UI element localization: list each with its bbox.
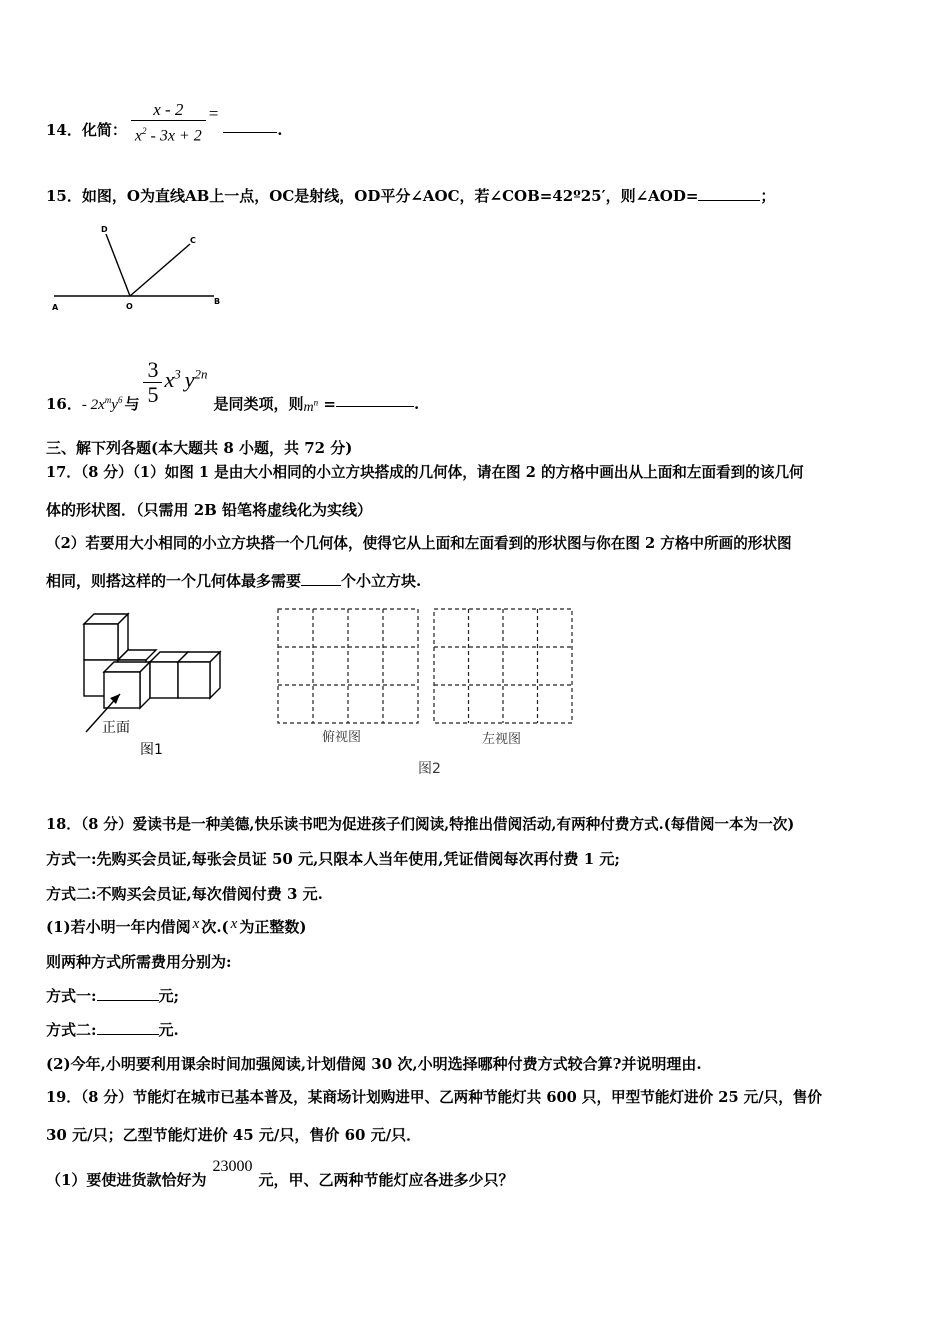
label-d: D: [101, 225, 108, 234]
q14-label: 14．化简：: [46, 121, 127, 140]
q19-line2: 30 元/只；乙型节能灯进价 45 元/只，售价 60 元/只．: [46, 1126, 422, 1144]
q16-mn-n: n: [313, 396, 319, 407]
cube-r1-front: [150, 662, 178, 698]
fig1-caption: 图1: [140, 742, 163, 758]
q16-term2: [164, 367, 207, 392]
label-b: B: [214, 297, 221, 306]
q16-fraction: [143, 358, 162, 407]
q18-var-x2: x: [230, 916, 238, 932]
q19-line3-a: （1）要使进货款恰好为: [46, 1171, 207, 1189]
q15-answer-blank[interactable]: [698, 186, 760, 201]
q16-num: 3: [147, 357, 159, 382]
q17-line4: [46, 571, 421, 591]
q16-exp-m: m: [104, 394, 112, 405]
q14-den-exp: 2: [141, 126, 147, 136]
fig2-caption: 图2: [418, 761, 441, 777]
q18-line6-a: 方式一:: [46, 987, 97, 1005]
q16-term2-x: x: [164, 366, 175, 392]
q18-var-x: x: [192, 916, 200, 932]
q18-line3: 方式二:不购买会员证,每次借阅付费 3 元.: [46, 885, 323, 903]
q16-label: 16．: [46, 394, 82, 413]
q16-exp-3: 3: [174, 366, 181, 382]
q17-answer-blank[interactable]: [301, 571, 341, 586]
q15-figure: [48, 222, 238, 317]
q16-mn-m: m: [303, 399, 314, 415]
q16-end: .: [413, 394, 420, 413]
q16-exp-6: 6: [117, 394, 123, 405]
front-label: 正面: [102, 720, 130, 736]
q15-text: 15．如图，O为直线AB上一点，OC是射线，OD平分∠AOC，若∠COB=42º25′，则∠AOD=: [46, 187, 699, 205]
q17-line2: 体的形状图．（只需用 2B 铅笔将虚线化为实线）: [46, 501, 373, 519]
ray-od: [106, 234, 130, 296]
label-c: C: [190, 236, 196, 245]
label-a: A: [52, 303, 59, 312]
q16-term2-y: y: [184, 366, 195, 392]
q16-eq: =: [318, 394, 336, 413]
ray-oc: [130, 244, 190, 296]
q17-line4-b: 个小立方块.: [341, 572, 422, 590]
q16-term1-coef: - 2x: [81, 396, 105, 413]
q18-line4-b: 次.(: [201, 918, 229, 936]
cube-front-face: [104, 672, 140, 708]
q14-den-x: x: [134, 127, 142, 145]
q17-line3: （2）若要用大小相同的小立方块搭一个几何体，使得它从上面和左面看到的形状图与你在图 2 方格中所画的形状图: [46, 535, 792, 552]
q19-line3-b: 元，甲、乙两种节能灯应各进多少只？: [258, 1171, 514, 1189]
left-view-label: 左视图: [482, 732, 522, 747]
section-3-title: 三、解下列各题(本大题共 8 小题，共 72 分): [46, 439, 353, 457]
q19-line1: 19．（8 分）节能灯在城市已基本普及，某商场计划购进甲、乙两种节能灯共 600 只，甲型节能灯进价 25 元/只，售价: [46, 1089, 822, 1106]
q16-answer-blank[interactable]: [336, 392, 414, 407]
q14-fraction: [131, 100, 206, 146]
question-16: [46, 357, 420, 415]
cube-r2-front: [178, 662, 210, 698]
q18-line4: [46, 917, 306, 938]
q18-line7-b: 元.: [158, 1021, 179, 1039]
q18-line4-c: 为正整数): [239, 918, 307, 936]
q14-end: .: [277, 121, 283, 140]
q18-line1: 18．（8 分）爱读书是一种美德,快乐读书吧为促进孩子们阅读,特推出借阅活动,有两种付费方式.(每借阅一本为一次): [46, 816, 795, 833]
question-14: [46, 100, 282, 146]
q14-den-rest: - 3x + 2: [146, 127, 202, 145]
q14-numerator: x - 2: [153, 100, 184, 119]
q18-line8: (2)今年,小明要利用课余时间加强阅读,计划借阅 30 次,小明选择哪种付费方式较合算?并说明理由.: [46, 1055, 702, 1073]
q18-line7: [46, 1020, 179, 1040]
q18-way2-blank[interactable]: [97, 1020, 159, 1035]
q15-end: ；: [760, 187, 776, 205]
q18-line2: 方式一:先购买会员证,每张会员证 50 元,只限本人当年使用,凭证借阅每次再付费 1 元;: [46, 850, 620, 868]
q18-line5: 则两种方式所需费用分别为:: [46, 953, 232, 971]
question-15: [46, 186, 775, 206]
q18-line6-b: 元;: [158, 987, 180, 1005]
q18-line7-a: 方式二:: [46, 1021, 97, 1039]
q18-line4-a: (1)若小明一年内借阅: [46, 918, 191, 936]
q17-figure-2: [270, 603, 580, 783]
q17-line1: 17．（8 分）（1）如图 1 是由大小相同的小立方块搭成的几何体，请在图 2 的方格中画出从上面和左面看到的该几何: [46, 464, 804, 481]
q16-exp-2n: 2n: [194, 366, 208, 382]
q14-denominator: [131, 120, 206, 146]
q14-answer-blank[interactable]: [223, 118, 277, 133]
q17-figure-1: [80, 610, 250, 760]
q18-line6: [46, 986, 179, 1006]
q16-term1: [81, 394, 123, 413]
cube-top-front: [84, 624, 118, 660]
q16-term1-y: y: [111, 396, 118, 413]
q16-mn: [303, 396, 319, 415]
top-view-label: 俯视图: [322, 730, 362, 745]
q14-equals: =: [207, 104, 220, 124]
q18-way1-blank[interactable]: [97, 986, 159, 1001]
q16-den: 5: [143, 382, 162, 407]
q19-line3: [46, 1158, 514, 1189]
q16-tail: 是同类项，则: [213, 394, 304, 413]
q16-with: 与: [124, 394, 140, 413]
q17-line4-a: 相同，则搭这样的一个几何体最多需要: [46, 572, 302, 590]
label-o: O: [126, 302, 133, 311]
q19-amount: 23000: [212, 1158, 253, 1175]
